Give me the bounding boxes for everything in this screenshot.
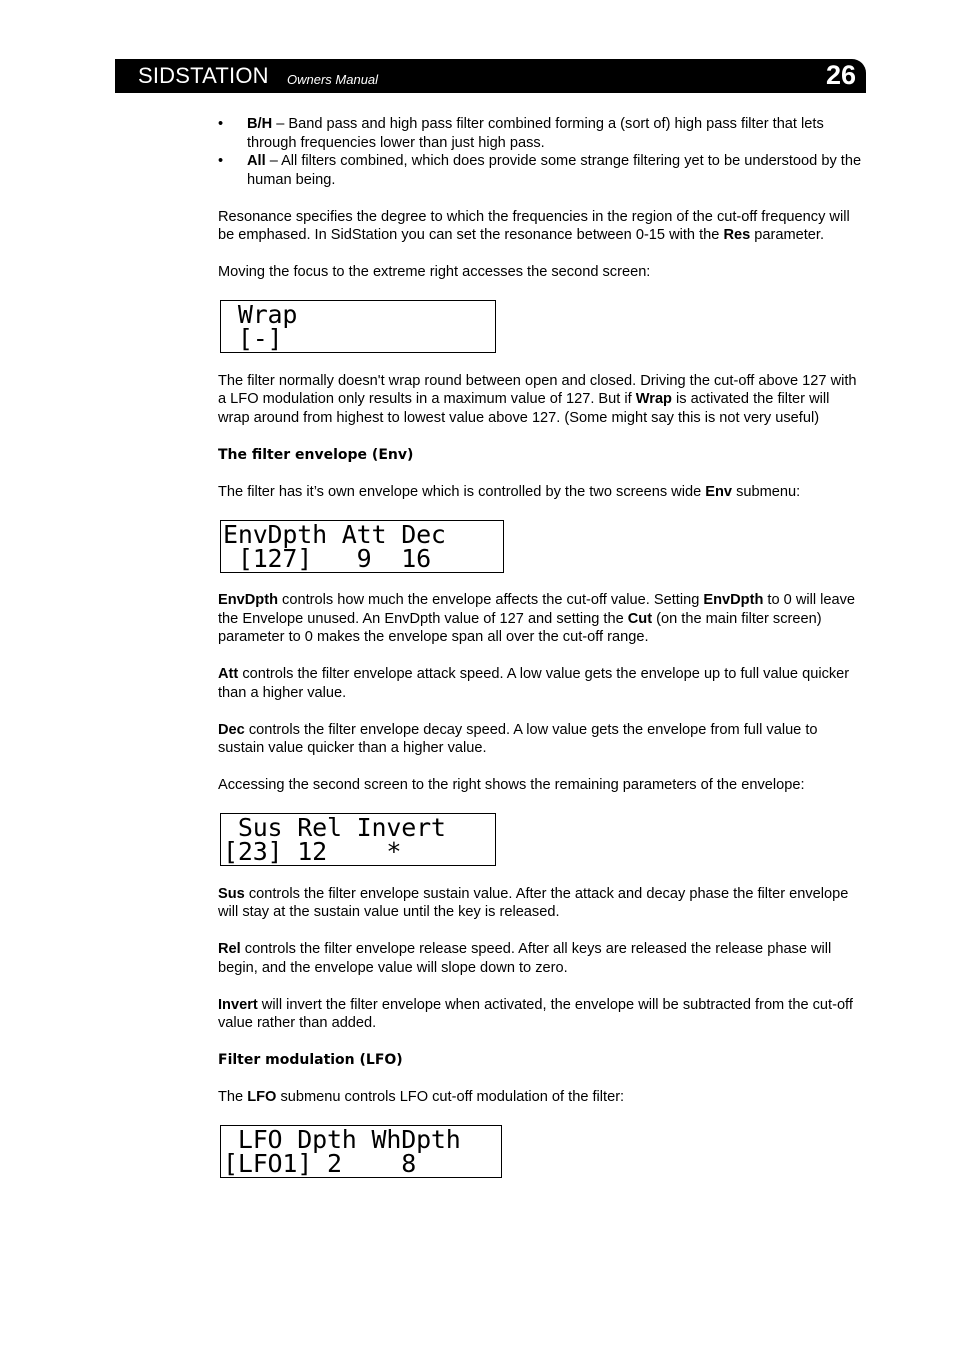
page-content [218, 115, 863, 1197]
manual-subtitle: Owners Manual [287, 72, 379, 87]
lcd-line-2: [127] 9 16 [223, 543, 431, 573]
second-screen-paragraph: Accessing the second screen to the right shows the remaining parameters of the envelope: [218, 777, 805, 793]
lcd-line-1: EnvDpth Att Dec [223, 519, 446, 549]
brand-title: SIDSTATION [138, 63, 269, 88]
bullet-icon: • [218, 153, 224, 169]
list-item [218, 115, 863, 152]
lcd-line-2: [LFO1] 2 8 [223, 1149, 417, 1178]
env-intro-paragraph: The filter has it’s own envelope which is controlled by the two screens wide Env submenu: [218, 483, 801, 500]
bullet-icon: • [218, 116, 224, 132]
list-item-text: – All filters combined, which does provide some strange filtering yet to be understood by the human being. [247, 153, 862, 188]
envdpth-paragraph: EnvDpth controls how much the envelope affects the cut-off value. Setting EnvDpth to 0 will leave the Envelope unused. An EnvDpth value of 127 and setting the Cut (on the main filter screen) parameter to 0 makes the envelope span all over the cut-off range. [218, 592, 856, 645]
rel-paragraph: Rel controls the filter envelope release speed. After all keys are released the release phase will begin, and the envelope value will slope down to zero. [218, 941, 832, 976]
invert-paragraph: Invert will invert the filter envelope when activated, the envelope will be subtracted from the cut-off value rather than added. [218, 996, 853, 1031]
lcd-lfo-screen [220, 1125, 502, 1178]
dec-paragraph: Dec controls the filter envelope decay speed. A low value gets the envelope from full value to sustain value quicker than a higher value. [218, 721, 818, 756]
lfo-intro-paragraph: The LFO submenu controls LFO cut-off modulation of the filter: [218, 1089, 625, 1105]
term-all: All [247, 153, 266, 169]
term-bh: B/H [247, 116, 273, 132]
wrap-paragraph: The filter normally doesn't wrap round between open and closed. Driving the cut-off above 127 with a LFO modulation only results in a maximum value of 127. But if Wrap is activated the filter will wrap around from highest to lowest value above 127. (Some might say this is not very useful) [218, 372, 857, 426]
page-header [115, 59, 866, 93]
heading-filter-modulation: Filter modulation (LFO) [218, 1052, 403, 1068]
page-number: 26 [825, 60, 856, 90]
focus-paragraph: Moving the focus to the extreme right accesses the second screen: [218, 264, 651, 280]
list-item [218, 152, 863, 189]
lcd-line-1: Sus Rel Invert [223, 813, 446, 842]
heading-filter-envelope: The filter envelope (Env) [218, 446, 414, 463]
lcd-sus-screen [220, 813, 496, 866]
sus-paragraph: Sus controls the filter envelope sustain value. After the attack and decay phase the filter envelope will stay at the sustain value until the key is released. [218, 885, 849, 920]
lcd-line-1: Wrap [223, 300, 298, 329]
lcd-line-2: [23] 12 * [223, 837, 402, 866]
att-paragraph: Att controls the filter envelope attack speed. A low value gets the envelope up to full value quicker than a higher value. [218, 666, 850, 701]
filter-type-list [218, 115, 863, 189]
lcd-line-1: LFO Dpth WhDpth [223, 1125, 461, 1154]
lcd-wrap-screen [220, 300, 496, 353]
lcd-env-screen [220, 520, 504, 573]
resonance-paragraph: Resonance specifies the degree to which the frequencies in the region of the cut-off frequency will be emphased. In SidStation you can set the resonance between 0-15 with the Res parameter. [218, 208, 850, 243]
lcd-line-2: [-] [223, 324, 283, 353]
list-item-text: – Band pass and high pass filter combined forming a (sort of) high pass filter that lets through frequencies lower than just high pass. [247, 116, 824, 151]
